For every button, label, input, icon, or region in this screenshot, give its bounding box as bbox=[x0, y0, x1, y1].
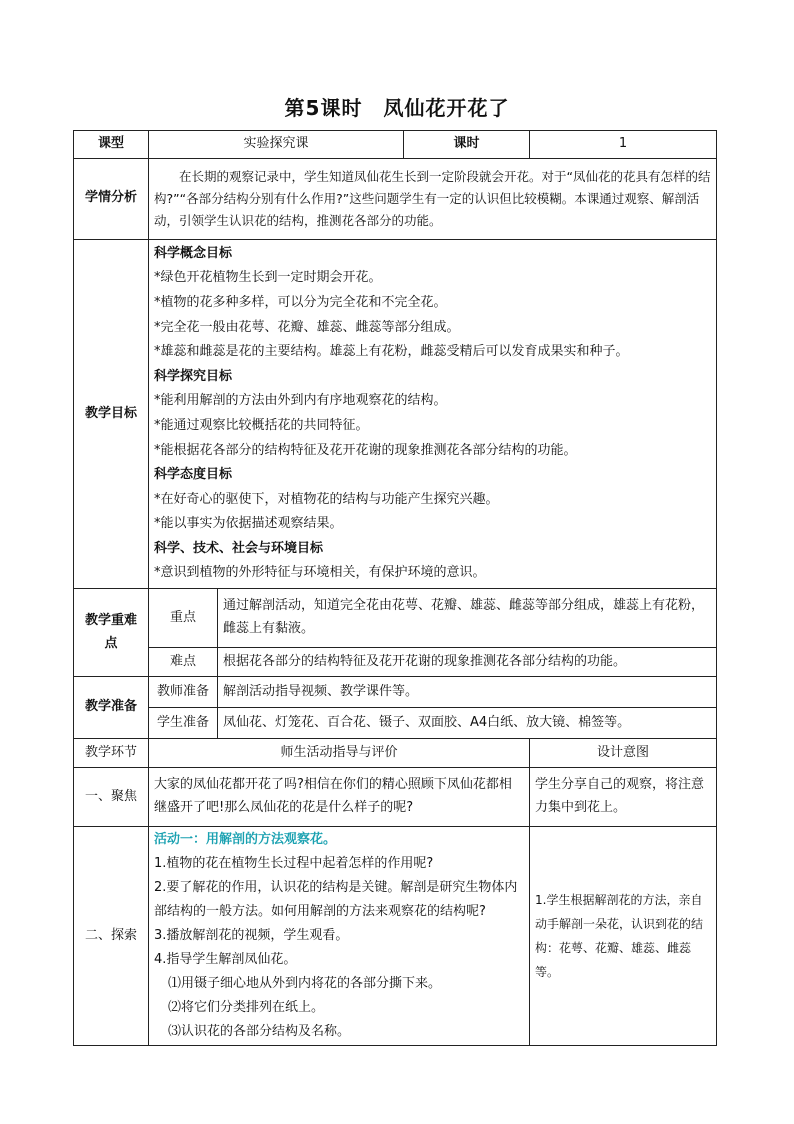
analysis-text: 在长期的观察记录中，学生知道凤仙花生长到一定阶段就会开花。对于“凤仙花的花具有怎样的结构?”“各部分结构分别有什么作用?”这些问题学生有一定的认识但比较模糊。本课通过观察、解剖活动，引领学生认识花的结构，推测花各部分的功能。 bbox=[149, 158, 717, 239]
page-title: 第5课时 凤仙花开花了 bbox=[284, 96, 510, 120]
goal-item: *在好奇心的驱使下，对植物花的结构与功能产生探究兴趣。 bbox=[154, 491, 499, 507]
activity-substep: ⑴用镊子细心地从外到内将花的各部分撕下来。 bbox=[168, 976, 442, 992]
goal-item: *雄蕊和雌蕊是花的主要结构。雄蕊上有花粉，雌蕊受精后可以发育成果实和种子。 bbox=[154, 344, 629, 360]
teacher-prep-label: 教师准备 bbox=[149, 677, 218, 708]
period-value: 1 bbox=[530, 131, 717, 159]
difficulty-text: 根据花各部分的结构特征及花开花谢的现象推测花各部分结构的功能。 bbox=[218, 648, 717, 677]
focus-label: 重点 bbox=[149, 589, 218, 648]
activity-substep: ⑶认识花的各部分结构及名称。 bbox=[168, 1024, 351, 1040]
row-key-point bbox=[74, 589, 717, 648]
activity-step: 2.要了解花的作用，认识花的结构是关键。解剖是研究生物体内部结构的一般方法。如何用解剖的方法来观察花的结构呢? bbox=[154, 880, 518, 920]
activity-step: 4.指导学生解剖凤仙花。 bbox=[154, 952, 297, 968]
goals-label: 教学目标 bbox=[74, 239, 149, 588]
lesson-plan-table bbox=[73, 130, 717, 1046]
lesson-type-label: 课型 bbox=[74, 131, 149, 159]
stage1-intent: 学生分享自己的观察，将注意力集中到花上。 bbox=[530, 768, 717, 827]
stage2-activity bbox=[149, 827, 530, 1046]
activity-step: 3.播放解剖花的视频，学生观看。 bbox=[154, 928, 349, 944]
goals-heading-stse: 科学、技术、社会与环境目标 bbox=[154, 540, 324, 556]
row-student-prep bbox=[74, 708, 717, 739]
row-goals bbox=[74, 239, 717, 588]
goal-item: *完全花一般由花萼、花瓣、雄蕊、雌蕊等部分组成。 bbox=[154, 319, 460, 335]
goal-item: *绿色开花植物生长到一定时期会开花。 bbox=[154, 270, 382, 286]
stage1-label: 一、聚焦 bbox=[74, 768, 149, 827]
row-process-header bbox=[74, 739, 717, 768]
goals-heading-inquiry: 科学探究目标 bbox=[154, 368, 233, 384]
period-label: 课时 bbox=[404, 131, 530, 159]
activity-title: 活动一：用解剖的方法观察花。 bbox=[154, 832, 337, 848]
key-points-label: 教学重难点 bbox=[74, 589, 149, 677]
goal-item: *能利用解剖的方法由外到内有序地观察花的结构。 bbox=[154, 393, 447, 409]
student-prep-label: 学生准备 bbox=[149, 708, 218, 739]
difficulty-label: 难点 bbox=[149, 648, 218, 677]
goal-item: *能根据花各部分的结构特征及花开花谢的现象推测花各部分结构的功能。 bbox=[154, 442, 577, 458]
row-teacher-prep bbox=[74, 677, 717, 708]
analysis-label: 学情分析 bbox=[74, 158, 149, 239]
lesson-type-value: 实验探究课 bbox=[149, 131, 404, 159]
row-stage-explore bbox=[74, 827, 717, 1046]
row-stage-focus bbox=[74, 768, 717, 827]
focus-text: 通过解剖活动，知道完全花由花萼、花瓣、雄蕊、雌蕊等部分组成，雄蕊上有花粉，雌蕊上有黏液。 bbox=[218, 589, 717, 648]
goal-item: *能通过观察比较概括花的共同特征。 bbox=[154, 417, 369, 433]
row-lesson-type bbox=[74, 131, 717, 159]
goal-item: *能以事实为依据描述观察结果。 bbox=[154, 516, 343, 532]
goals-content bbox=[149, 239, 717, 588]
stage-header: 教学环节 bbox=[74, 739, 149, 768]
teacher-prep-text: 解剖活动指导视频、教学课件等。 bbox=[218, 677, 717, 708]
activity-substep: ⑵将它们分类排列在纸上。 bbox=[168, 1000, 325, 1016]
row-difficulty bbox=[74, 648, 717, 677]
row-analysis bbox=[74, 158, 717, 239]
stage2-label: 二、探索 bbox=[74, 827, 149, 1046]
intent-header: 设计意图 bbox=[530, 739, 717, 768]
stage1-activity: 大家的凤仙花都开花了吗?相信在你们的精心照顾下凤仙花都相继盛开了吧!那么凤仙花的花是什么样子的呢? bbox=[149, 768, 530, 827]
activity-step: 1.植物的花在植物生长过程中起着怎样的作用呢? bbox=[154, 856, 434, 872]
stage2-intent: 1.学生根据解剖花的方法，亲自动手解剖一朵花，认识到花的结构：花萼、花瓣、雄蕊、雌蕊等。 bbox=[530, 827, 717, 1046]
activity-header: 师生活动指导与评价 bbox=[149, 739, 530, 768]
goals-heading-concept: 科学概念目标 bbox=[154, 245, 233, 261]
goal-item: *植物的花多种多样，可以分为完全花和不完全花。 bbox=[154, 294, 447, 310]
student-prep-text: 凤仙花、灯笼花、百合花、镊子、双面胶、A4白纸、放大镜、棉签等。 bbox=[218, 708, 717, 739]
goal-item: *意识到植物的外形特征与环境相关，有保护环境的意识。 bbox=[154, 565, 486, 581]
prep-label: 教学准备 bbox=[74, 677, 149, 739]
goals-heading-attitude: 科学态度目标 bbox=[154, 467, 233, 483]
